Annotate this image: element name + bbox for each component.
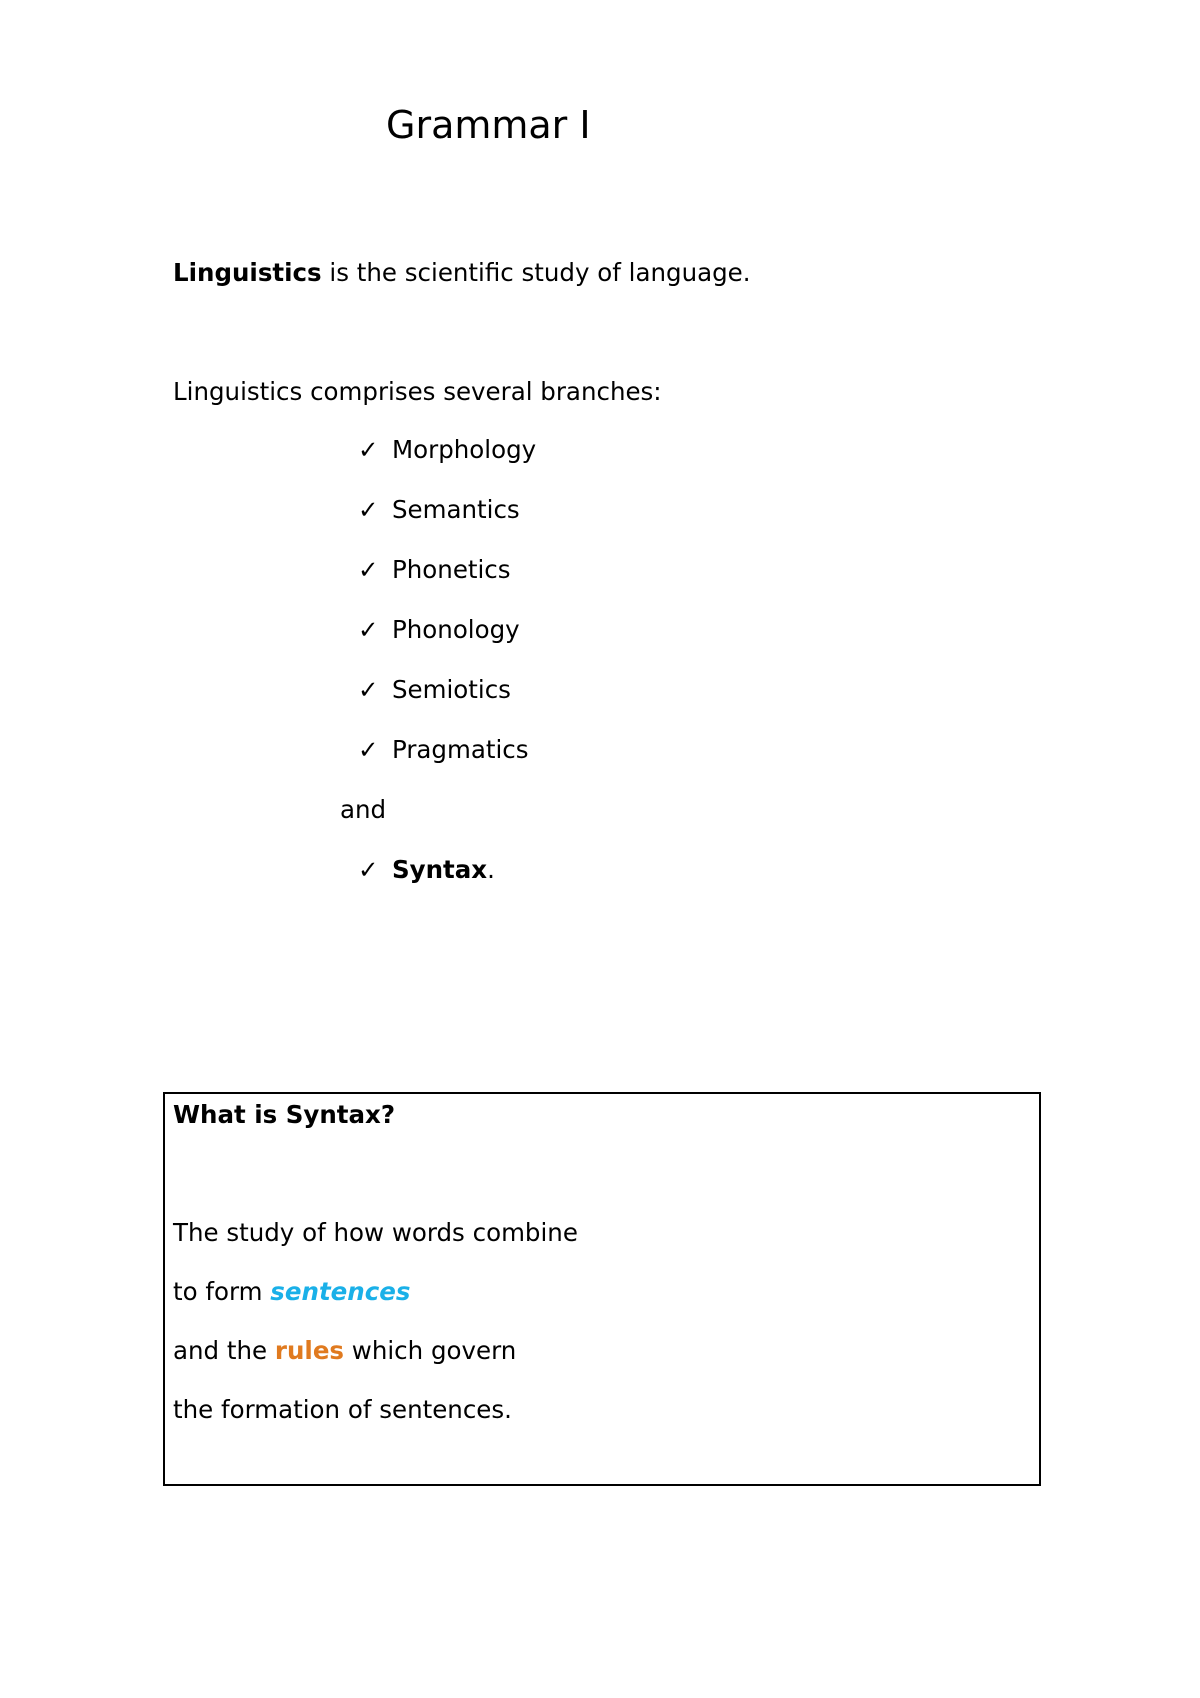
- line-2-prefix: to form: [173, 1277, 271, 1306]
- branch-label: Semantics: [392, 495, 520, 524]
- branch-item-phonetics: [358, 553, 511, 587]
- syntax-box-line-4: the formation of sentences.: [173, 1395, 512, 1424]
- check-icon: ✓: [358, 615, 379, 644]
- check-icon: ✓: [358, 495, 379, 524]
- branch-item-semiotics: [358, 673, 511, 707]
- page-title: Grammar I: [386, 103, 591, 147]
- check-icon: ✓: [358, 855, 379, 884]
- keyword-sentences: sentences: [270, 1277, 411, 1306]
- definition-paragraph: [173, 256, 751, 290]
- connector-and: and: [340, 795, 387, 824]
- branches-intro: Linguistics comprises several branches:: [173, 377, 662, 406]
- branch-label-syntax: Syntax: [392, 855, 488, 884]
- check-icon: ✓: [358, 735, 379, 764]
- branch-label: Morphology: [392, 435, 537, 464]
- branch-label: Semiotics: [392, 675, 511, 704]
- branch-label: Phonology: [392, 615, 520, 644]
- branch-item-syntax: [358, 853, 495, 887]
- check-icon: ✓: [358, 675, 379, 704]
- keyword-rules: rules: [274, 1336, 345, 1365]
- syntax-box-line-3: [173, 1334, 516, 1368]
- branch-item-pragmatics: [358, 733, 529, 767]
- syntax-box-line-2: [173, 1275, 410, 1309]
- branch-item-phonology: [358, 613, 520, 647]
- syntax-box-line-1: The study of how words combine: [173, 1218, 578, 1247]
- definition-term: Linguistics: [173, 258, 322, 287]
- branch-item-semantics: [358, 493, 520, 527]
- check-icon: ✓: [358, 555, 379, 584]
- definition-text: is the scientific study of language.: [321, 258, 751, 287]
- branch-punct: .: [487, 855, 495, 884]
- line-3-suffix: which govern: [344, 1336, 517, 1365]
- branch-label: Pragmatics: [392, 735, 529, 764]
- line-3-prefix: and the: [173, 1336, 275, 1365]
- syntax-definition-box: [163, 1092, 1041, 1486]
- branch-label: Phonetics: [392, 555, 511, 584]
- check-icon: ✓: [358, 435, 379, 464]
- branch-item-morphology: [358, 433, 536, 467]
- syntax-box-heading: What is Syntax?: [173, 1100, 396, 1129]
